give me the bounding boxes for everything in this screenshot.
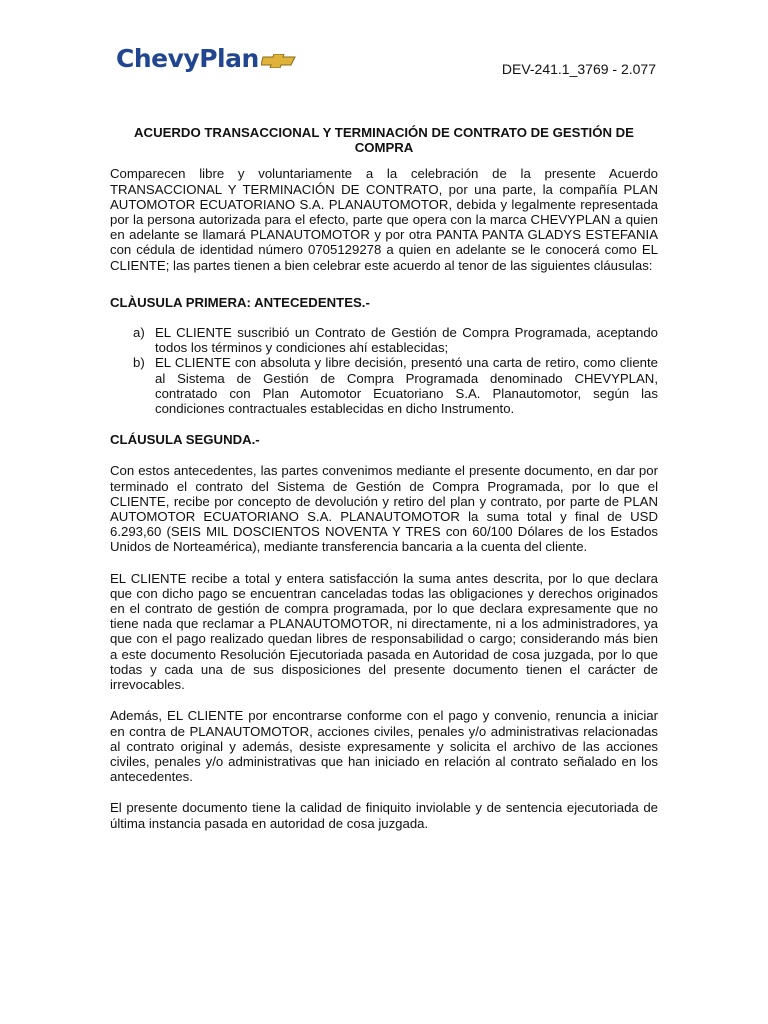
list-item xyxy=(110,325,658,355)
document-body xyxy=(110,125,658,831)
clause-2-paragraph: Además, EL CLIENTE por encontrarse conforme con el pago y convenio, renuncia a iniciar en contra de PLANAUTOMOTOR, acciones civiles, penales y/o administrativas relacionadas al contrato original y además, desiste expresamente y solicita el archivo de las acciones civiles, penales y/o administrativas que han iniciado en relación al contrato señalado en los antecedentes. xyxy=(110,708,658,785)
clause-2-paragraph: El presente documento tiene la calidad de finiquito inviolable y de sentencia ejecutoriada de última instancia pasada en autoridad de cosa juzgada. xyxy=(110,800,658,831)
logo-text: ChevyPlan xyxy=(116,44,259,73)
chevyplan-logo xyxy=(116,44,297,73)
chevrolet-bowtie-icon xyxy=(261,54,297,68)
list-marker: b) xyxy=(133,355,145,371)
list-item-text: EL CLIENTE con absoluta y libre decisión, presentó una carta de retiro, como cliente al Sistema de Gestión de Compra Programada denominado CHEVYPLAN, contratado con Plan Automotor Ecuatoriano S.A. Planautomotor, según las condiciones contractuales establecidas en dicho Instrumento. xyxy=(155,355,658,417)
clause-2-heading: CLÁUSULA SEGUNDA.- xyxy=(110,432,260,448)
list-item-text: EL CLIENTE suscribió un Contrato de Gestión de Compra Programada, aceptando todos los términos y condiciones ahí establecidas; xyxy=(155,325,658,356)
clause-1-heading: CLÀUSULA PRIMERA: ANTECEDENTES.- xyxy=(110,294,370,310)
intro-paragraph: Comparecen libre y voluntariamente a la celebración de la presente Acuerdo TRANSACCIONAL Y TERMINACIÓN DE CONTRATO, por una parte, la compañía PLAN AUTOMOTOR ECUATORIANO S.A. PLANAUTOMOTOR, debida y legalmente representada por la persona autorizada para el efecto, parte que opera con la marca CHEVYPLAN a quien en adelante se llamará PLANAUTOMOTOR y por otra PANTA PANTA GLADYS ESTEFANIA con cédula de identidad número 0705129278 a quien en adelante se le conocerá como EL CLIENTE; las partes tienen a bien celebrar este acuerdo al tenor de las siguientes cláusulas: xyxy=(110,166,658,273)
list-item xyxy=(110,355,658,416)
document-title: ACUERDO TRANSACCIONAL Y TERMINACIÓN DE CONTRATO DE GESTIÓN DE COMPRA xyxy=(134,125,634,156)
document-code: DEV-241.1_3769 - 2.077 xyxy=(501,61,656,77)
clause-2-paragraph: EL CLIENTE recibe a total y entera satisfacción la suma antes descrita, por lo que declara que con dicho pago se encuentran canceladas todas las obligaciones y derechos originados en el contrato de gestión de compra programada, por lo que declara expresamente que no tiene nada que reclamar a PLANAUTOMOTOR, ni directamente, ni a los administradores, ya que con el pago realizado quedan libres de responsabilidad o cargo; considerando más bien a este documento Resolución Ejecutoriada pasada en Autoridad de cosa juzgada, por lo que todas y cada una de sus disposiciones del presente documento tienen el carácter de irrevocables. xyxy=(110,570,658,693)
clause-2-paragraph: Con estos antecedentes, las partes convenimos mediante el presente documento, en dar por terminado el contrato del Sistema de Gestión de Compra Programada, por lo que el CLIENTE, recibe por concepto de devolución y retiro del plan y contrato, por parte de PLAN AUTOMOTOR ECUATORIANO S.A. PLANAUTOMOTOR la suma total y final de USD 6.293,60 (SEIS MIL DOSCIENTOS NOVENTA Y TRES con 60/100 Dólares de los Estados Unidos de Norteamérica), mediante transferencia bancaria a la cuenta del cliente. xyxy=(110,463,658,555)
clause-1-list xyxy=(110,325,658,416)
list-marker: a) xyxy=(133,325,145,341)
